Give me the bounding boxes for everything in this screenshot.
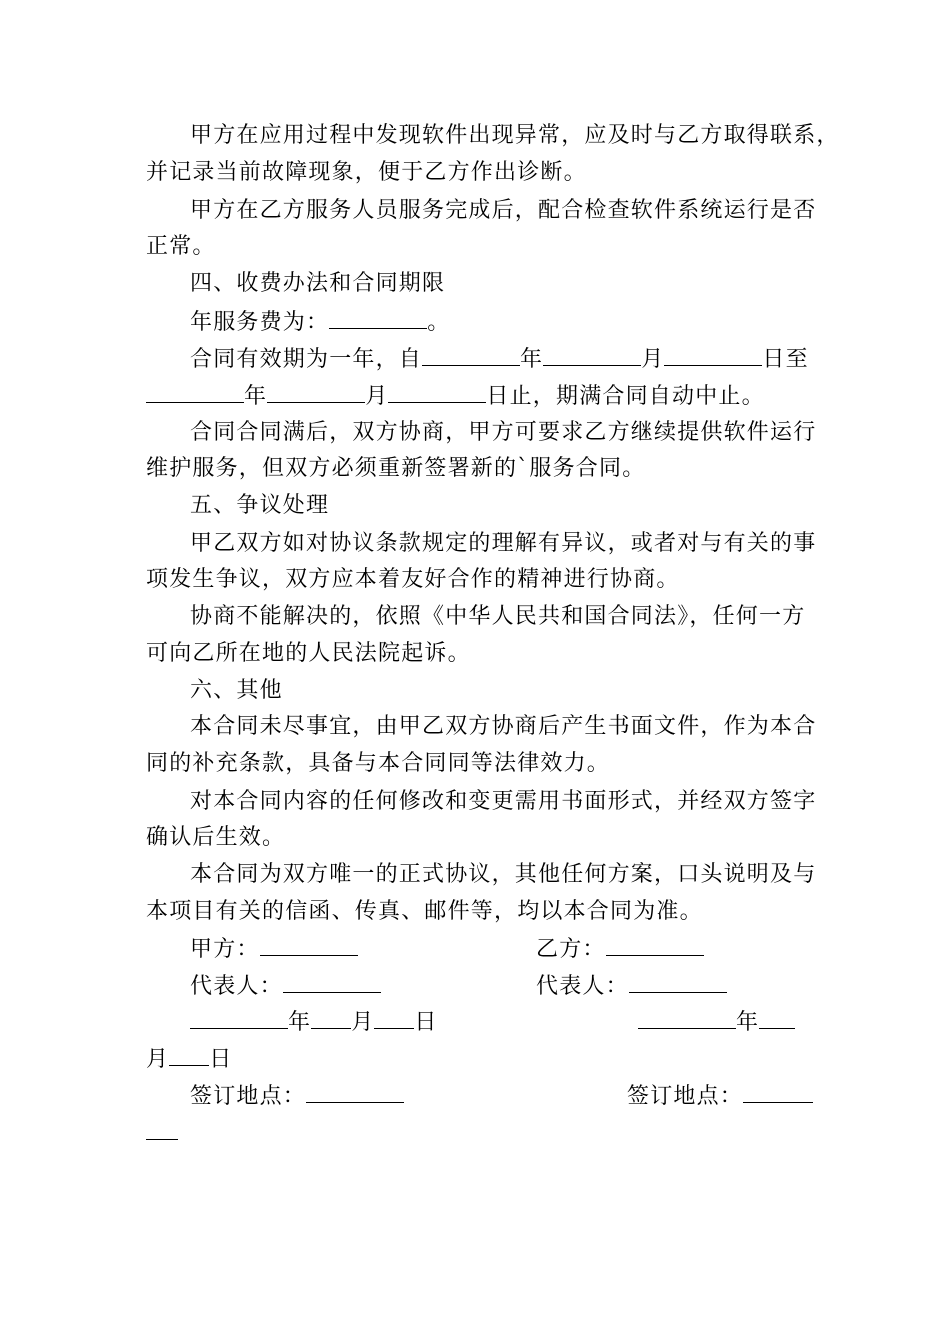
section-heading-6: 六、其他	[190, 678, 283, 703]
end-month-blank[interactable]	[267, 380, 365, 403]
period-text: 合同有效期为一年，自	[190, 347, 423, 372]
month-label: 月	[641, 347, 665, 372]
day-label: 日	[414, 1010, 438, 1035]
party-b-blank[interactable]	[606, 933, 704, 956]
date-a-year-blank[interactable]	[190, 1006, 288, 1029]
year-label: 年	[288, 1010, 312, 1035]
place-b-blank-cont[interactable]	[146, 1117, 178, 1140]
fee-end: 。	[427, 310, 451, 335]
start-month-blank[interactable]	[543, 343, 641, 366]
rep-a-blank[interactable]	[283, 970, 381, 993]
place-a	[190, 1080, 404, 1112]
paragraph-line: 正常。	[146, 234, 216, 259]
date-a-month-blank[interactable]	[311, 1006, 351, 1029]
period-end-text: 日止，期满合同自动中止。	[486, 384, 765, 409]
start-year-blank[interactable]	[422, 343, 520, 366]
paragraph-line: 本项目有关的信函、传真、邮件等，均以本合同为准。	[146, 899, 703, 924]
paragraph-line: 项发生争议，双方应本着友好合作的精神进行协商。	[146, 567, 680, 592]
place-b-blank[interactable]	[743, 1080, 813, 1103]
period-line-1	[190, 343, 870, 373]
day-label: 日	[209, 1047, 233, 1072]
month-label: 月	[351, 1010, 375, 1035]
section-heading-4: 四、收费办法和合同期限	[190, 271, 446, 296]
period-line-2	[146, 380, 826, 410]
rep-a-label: 代表人：	[190, 974, 283, 999]
party-line	[190, 933, 820, 963]
date-b-day-blank[interactable]	[169, 1043, 209, 1066]
date-line-continued	[146, 1043, 826, 1073]
paragraph-line: 甲方在应用过程中发现软件出现异常，应及时与乙方取得联系，	[190, 123, 840, 148]
paragraph-line: 对本合同内容的任何修改和变更需用书面形式，并经双方签字	[190, 789, 817, 814]
rep-b	[536, 970, 727, 1002]
date-a-day-blank[interactable]	[374, 1006, 414, 1029]
date-line	[190, 1006, 820, 1036]
place-line	[190, 1080, 820, 1110]
party-b-label: 乙方：	[536, 937, 606, 962]
rep-b-label: 代表人：	[536, 974, 629, 999]
paragraph-line: 同的补充条款，具备与本合同同等法律效力。	[146, 751, 611, 776]
place-line-continued	[146, 1117, 826, 1147]
section-heading-5: 五、争议处理	[190, 493, 330, 518]
start-day-blank[interactable]	[664, 343, 762, 366]
rep-line	[190, 970, 820, 1000]
party-b	[536, 933, 704, 965]
paragraph-line: 协商不能解决的，依照《中华人民共和国合同法》，任何一方	[190, 604, 806, 629]
year-label: 年	[520, 347, 544, 372]
end-year-blank[interactable]	[146, 380, 244, 403]
party-a-label: 甲方：	[190, 937, 260, 962]
date-b-month-blank-start[interactable]	[759, 1006, 795, 1029]
fee-label: 年服务费为：	[190, 310, 330, 335]
rep-b-blank[interactable]	[629, 970, 727, 993]
end-day-blank[interactable]	[388, 380, 486, 403]
paragraph-line: 本合同为双方唯一的正式协议，其他任何方案，口头说明及与	[190, 862, 817, 887]
paragraph-line: 甲方在乙方服务人员服务完成后，配合检查软件系统运行是否	[190, 198, 817, 223]
place-a-label: 签订地点：	[190, 1084, 307, 1109]
party-a-blank[interactable]	[260, 933, 358, 956]
month-label: 月	[365, 384, 389, 409]
date-b-year-blank[interactable]	[638, 1006, 736, 1029]
place-b	[627, 1080, 813, 1112]
paragraph-line: 合同合同满后，双方协商，甲方可要求乙方继续提供软件运行	[190, 420, 817, 445]
rep-a	[190, 970, 381, 1002]
date-a	[190, 1006, 438, 1038]
year-label: 年	[244, 384, 268, 409]
paragraph-line: 并记录当前故障现象，便于乙方作出诊断。	[146, 160, 587, 185]
paragraph-line: 可向乙所在地的人民法院起诉。	[146, 641, 471, 666]
year-label: 年	[736, 1010, 760, 1035]
paragraph-line: 确认后生效。	[146, 825, 286, 850]
paragraph-line: 甲乙双方如对协议条款规定的理解有异议，或者对与有关的事	[190, 531, 817, 556]
month-label: 月	[146, 1047, 170, 1072]
place-a-blank[interactable]	[306, 1080, 404, 1103]
date-b	[638, 1006, 795, 1038]
party-a	[190, 933, 358, 965]
day-to-label: 日至	[762, 347, 809, 372]
paragraph-line: 维护服务，但双方必须重新签署新的`服务合同。	[146, 456, 646, 481]
fee-blank[interactable]	[329, 306, 427, 329]
place-b-label: 签订地点：	[627, 1084, 744, 1109]
paragraph-line: 本合同未尽事宜，由甲乙双方协商后产生书面文件，作为本合	[190, 714, 817, 739]
fee-line	[190, 306, 870, 336]
